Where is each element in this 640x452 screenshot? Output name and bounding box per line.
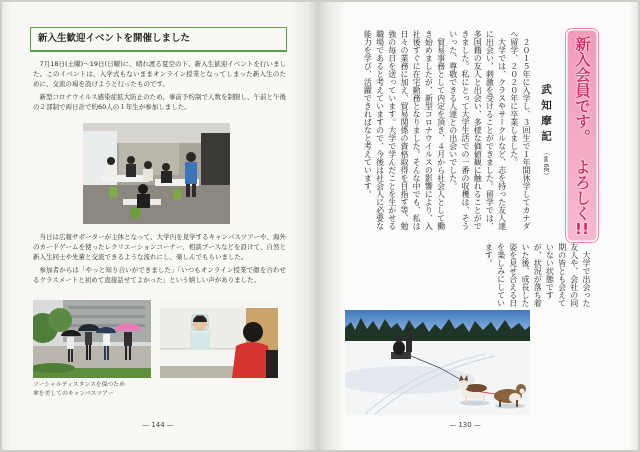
consultation-booth-image (160, 300, 278, 378)
paragraph-event-activities: 当日は広報サポーターが主体となって、大学内を見学するキャンパスツアーや、海外のカードゲームを使ったレクリエーションコーナー、相談ブースなどを設けて、自然と新入生同士や先輩と交流できるような流れにし、楽しんでもらいました。 (33, 233, 286, 261)
banner-line-2: よろしく (573, 158, 591, 221)
event-room-image (83, 123, 230, 224)
paragraph-career: 貿易事務として内定を頂き、４月から社会人として働き始めましたが、新型コロナウイルスの影響により、入社後すぐに在宅勤務となりました。そんな中でも、私は日々の業務に加え、貿易関係の資格取得を目指す等、勉強の毎日を送っています。大学で学んだことを生かせる職場であると考えていますので、今後は社会人に必要な能力を学び、活躍できればなと考えています。 (363, 30, 446, 230)
paragraph-covid-measures: 新型コロナウイルス感染症拡大防止のため、事前予約制で人数を制限し、午前と午後の２部制で両日計で約60人の１年生が参加しました。 (33, 93, 286, 111)
sky-and-forest (345, 310, 530, 344)
body-text (33, 232, 286, 288)
paragraph-closing: 大学で出会った友人や、会社の同期の皆とも会えていない状態ですが、状況が落ち着いた後、成長した姿を見せ合える日を楽しみにしています。 (484, 243, 591, 307)
author-class: （Ⅱ6E） (542, 149, 550, 179)
photo-dog-sledding (345, 310, 530, 415)
article-title: 新入生歓迎イベントを開催しました (30, 27, 287, 52)
photo-caption (33, 381, 153, 398)
banner-exclamation: !! (574, 220, 590, 236)
member-introduction-text (342, 30, 532, 232)
author-byline (539, 84, 553, 194)
page-number-left: — 144 — (142, 421, 174, 429)
photo-caption-line-1: ソーシャルディスタンスを保つため (33, 382, 125, 388)
page-number-right: — 130 — (449, 421, 481, 429)
paragraph-event-overview: 7月18日(土曜)～19日(日曜)に、晴れ渡る夏空の下、新入生歓迎イベントを行いました。このイベントは、入学式もないままオンライン授業となってしまった新入生のために、交流の場を設けようと行ったものです。 (33, 60, 286, 88)
dog-sledding-image (345, 310, 530, 415)
photo-caption-line-2: 傘を差してのキャンパスツアー (33, 390, 114, 397)
author-name: 武知摩記 (540, 84, 552, 146)
new-member-banner (566, 29, 598, 242)
campus-tour-image (33, 300, 151, 378)
photo-campus-tour (33, 300, 151, 378)
paragraph-participant-voices: 参加者からは「やっと知り合いができました」「いつもオンライン授業で顔を合わせるクラスメートと初めて直接話せてよかった」という嬉しい声がありました。 (33, 266, 286, 284)
intro-text (33, 59, 286, 115)
room-background (83, 123, 230, 224)
photo-consultation-booth (160, 300, 278, 378)
photo-event-room (83, 123, 230, 224)
paragraph-education: ２０１５年に入学し、３回生で１年間休学してカナダへ留学、２０２０年に卒業しました。 (509, 30, 531, 230)
paragraph-university-life: 大学では、クラスやサークルなど、志を持った友人達に出会い、刺激を受けることができました。留学では、多国籍の友人と出会い、多様な価値観に触れることができました。私にとって大学生活での一番の収穫は、そういった、尊敬できる人達との出会いでした。 (448, 30, 507, 230)
banner-line-1: 新入会員です。 (573, 36, 591, 145)
